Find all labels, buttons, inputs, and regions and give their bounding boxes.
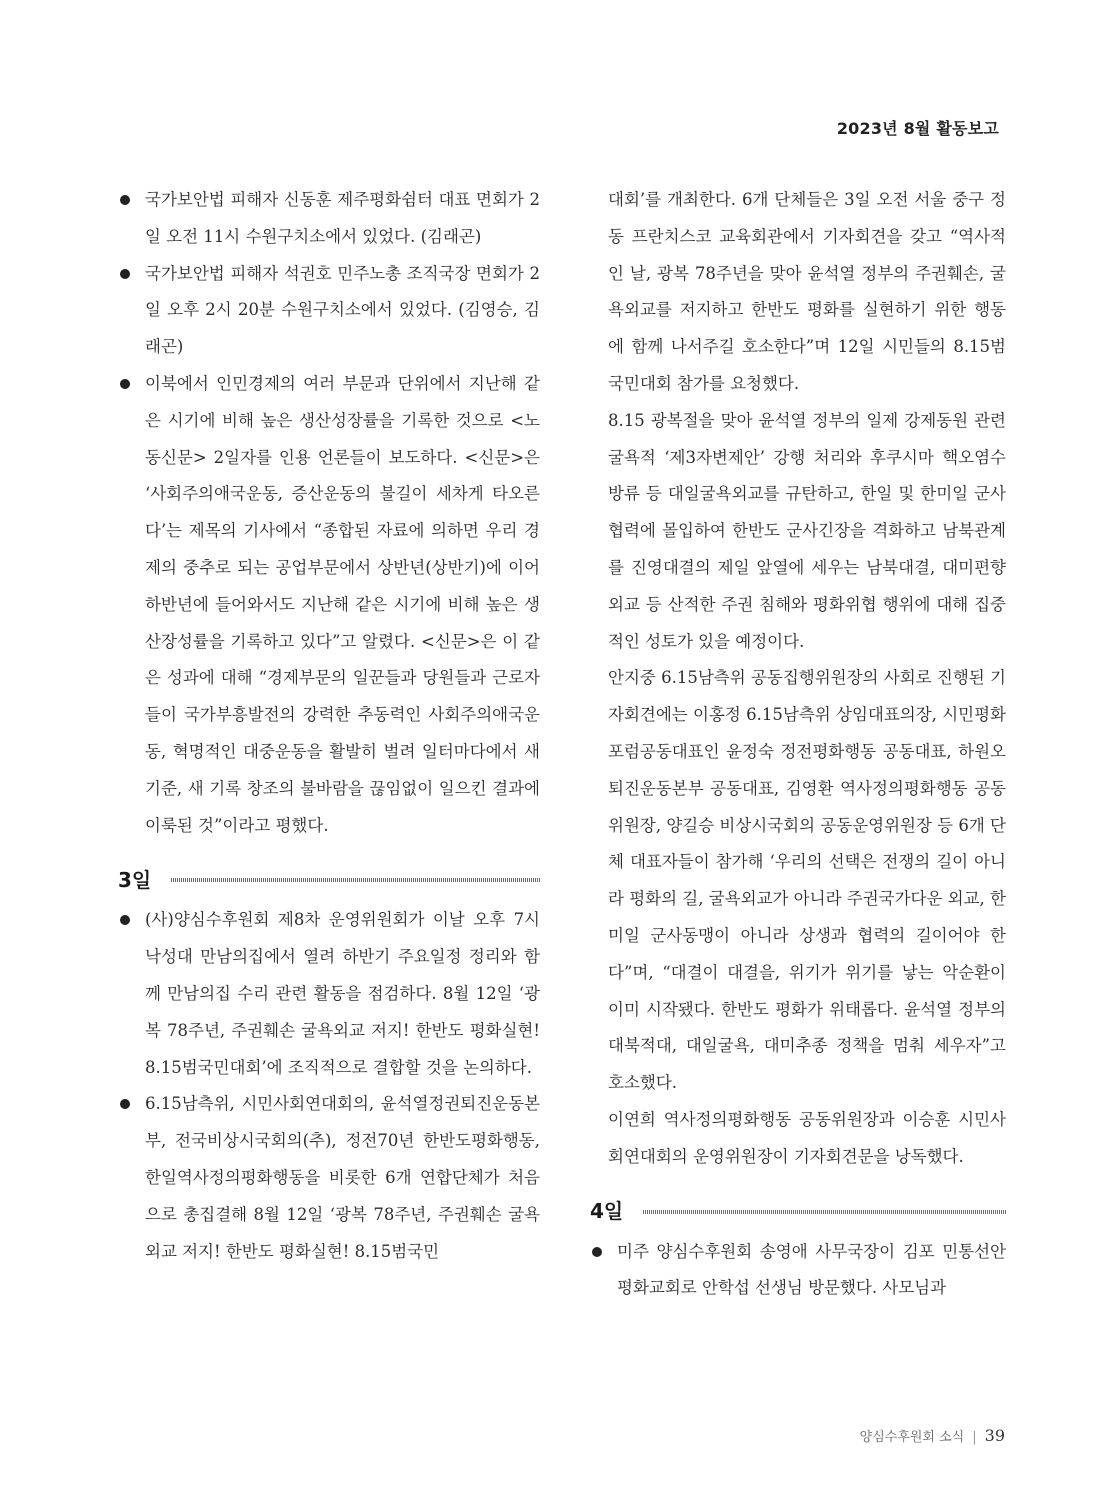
bullet-icon xyxy=(120,269,130,279)
publication-name: 양심수후원회 소식 xyxy=(859,1430,965,1445)
section-heading-day3 xyxy=(118,860,540,900)
page-header-title: 2023년 8월 활동보고 xyxy=(836,119,999,138)
paragraph: 안지중 6.15남측위 공동집행위원장의 사회로 진행된 기자회견에는 이홍정 6.15남측위 상임대표의장, 시민평화포럼공동대표인 윤정숙 정전평화행동 공동대표, 하원오 퇴진운동본부 공동대표, 김영환 역사정의평화행동 공동위원장, 양길승 비상시국회의 공동운영위원장 등 6개 단체 대표자들이 참가해 ‘우리의 선택은 전쟁의 길이 아니라 평화의 길, 굴욕외교가 아니라 주권국가다운 외교, 한미일 군사동맹이 아니라 상생과 협력의 길이어야 한다”며, “대결이 대결을, 위기가 위기를 낳는 악순환이 이미 시작됐다. 한반도 평화가 위태롭다. 윤석열 정부의 대북적대, 대일굴욕, 대미추종 정책을 멈춰 세우자”고 호소했다. xyxy=(608,668,1006,1093)
list-item xyxy=(118,902,540,1086)
section-divider xyxy=(171,878,540,882)
list-item-text: 미주 양심수후원회 송영애 사무국장이 김포 민통선안 평화교회로 안학섭 선생님 방문했다. 사모님과 xyxy=(617,1241,1006,1298)
list-item-text: 국가보안법 피해자 석권호 민주노총 조직국장 면회가 2일 오후 2시 20분 수원구치소에서 있었다. (김영승, 김래곤) xyxy=(145,263,540,357)
section-label: 3일 xyxy=(118,867,152,892)
list-item-text: 이북에서 인민경제의 여러 부문과 단위에서 지난해 같은 시기에 비해 높은 생산성장률을 기록한 것으로 <노동신문> 2일자를 인용 언론들이 보도하다. <신문>은 ‘사회주의애국운동, 증산운동의 불길이 세차게 타오른다’는 제목의 기사에서 “종합된 자료에 의하면 우리 경제의 중추로 되는 공업부문에서 상반년(상반기)에 이어 하반년에 들어와서도 지난해 같은 시기에 비해 높은 생산장성률을 기록하고 있다”고 알렸다. <신문>은 이 같은 성과에 대해 “경제부문의 일꾼들과 당원들과 근로자들이 국가부흥발전의 강력한 추동력인 사회주의애국운동, 혁명적인 대중운동을 활발히 벌려 일터마다에서 새 기준, 새 기록 창조의 불바람을 끊임없이 일으킨 결과에 이룩된 것”이라고 평했다. xyxy=(145,373,540,835)
paragraph: 8.15 광복절을 맞아 윤석열 정부의 일제 강제동원 관련 굴욕적 ‘제3자변제안’ 강행 처리와 후쿠시마 핵오염수 방류 등 대일굴욕외교를 규탄하고, 한일 및 한미일 군사협력에 몰입하여 한반도 군사긴장을 격화하고 남북관계를 진영대결의 제일 앞열에 세우는 남북대결, 대미편향 외교 등 산적한 주권 침해와 평화위협 행위에 대해 집중적인 성토가 있을 예정이다. xyxy=(608,410,1006,651)
bullet-icon xyxy=(592,1247,602,1257)
page-number: 39 xyxy=(984,1426,1005,1445)
list-item-text: 6.15남측위, 시민사회연대회의, 윤석열정권퇴진운동본부, 전국비상시국회의(추), 정전70년 한반도평화행동, 한일역사정의평화행동을 비롯한 6개 연합단체가 처음으로 총집결해 8월 12일 ‘광복 78주년, 주권훼손 굴욕외교 저지! 한반도 평화실현! 8.15범국민 xyxy=(145,1094,540,1261)
section-heading-day4 xyxy=(590,1192,1006,1232)
footer-separator: | xyxy=(972,1430,977,1445)
right-column xyxy=(590,182,1006,1307)
list-item xyxy=(118,366,540,844)
list-item xyxy=(118,1086,540,1270)
list-item xyxy=(590,1234,1006,1308)
paragraph: 대회’를 개최한다. 6개 단체들은 3일 오전 서울 중구 정동 프란치스코 교육회관에서 기자회견을 갖고 “역사적인 날, 광복 78주년을 맞아 윤석열 정부의 주권훼손, 굴욕외교를 저지하고 한반도 평화를 실현하기 위한 행동에 함께 나서주길 호소한다”며 12일 시민들의 8.15범국민대회 참가를 요청했다. xyxy=(608,190,1006,393)
paragraph: 이연희 역사정의평화행동 공동위원장과 이승훈 시민사회연대회의 운영위원장이 기자회견문을 낭독했다. xyxy=(608,1109,1006,1166)
bullet-icon xyxy=(120,195,130,205)
list-item xyxy=(118,256,540,366)
section-label: 4일 xyxy=(590,1199,624,1224)
list-item-text: 국가보안법 피해자 신동훈 제주평화쉼터 대표 면회가 2일 오전 11시 수원구치소에서 있었다. (김래곤) xyxy=(145,190,540,246)
section-divider xyxy=(643,1210,1006,1214)
page-footer xyxy=(860,1426,1005,1445)
left-column xyxy=(118,182,540,1270)
list-item xyxy=(118,182,540,256)
bullet-icon xyxy=(120,379,130,389)
bullet-icon xyxy=(120,915,130,925)
bullet-icon xyxy=(120,1099,130,1109)
list-item-text: (사)양심수후원회 제8차 운영위원회가 이날 오후 7시 낙성대 만남의집에서 열려 하반기 주요일정 정리와 함께 만남의집 수리 관련 활동을 점검하다. 8월 12일 ‘광복 78주년, 주권훼손 굴욕외교 저지! 한반도 평화실현! 8.15범국민대회’에 조직적으로 결합할 것을 논의하다. xyxy=(145,910,540,1077)
